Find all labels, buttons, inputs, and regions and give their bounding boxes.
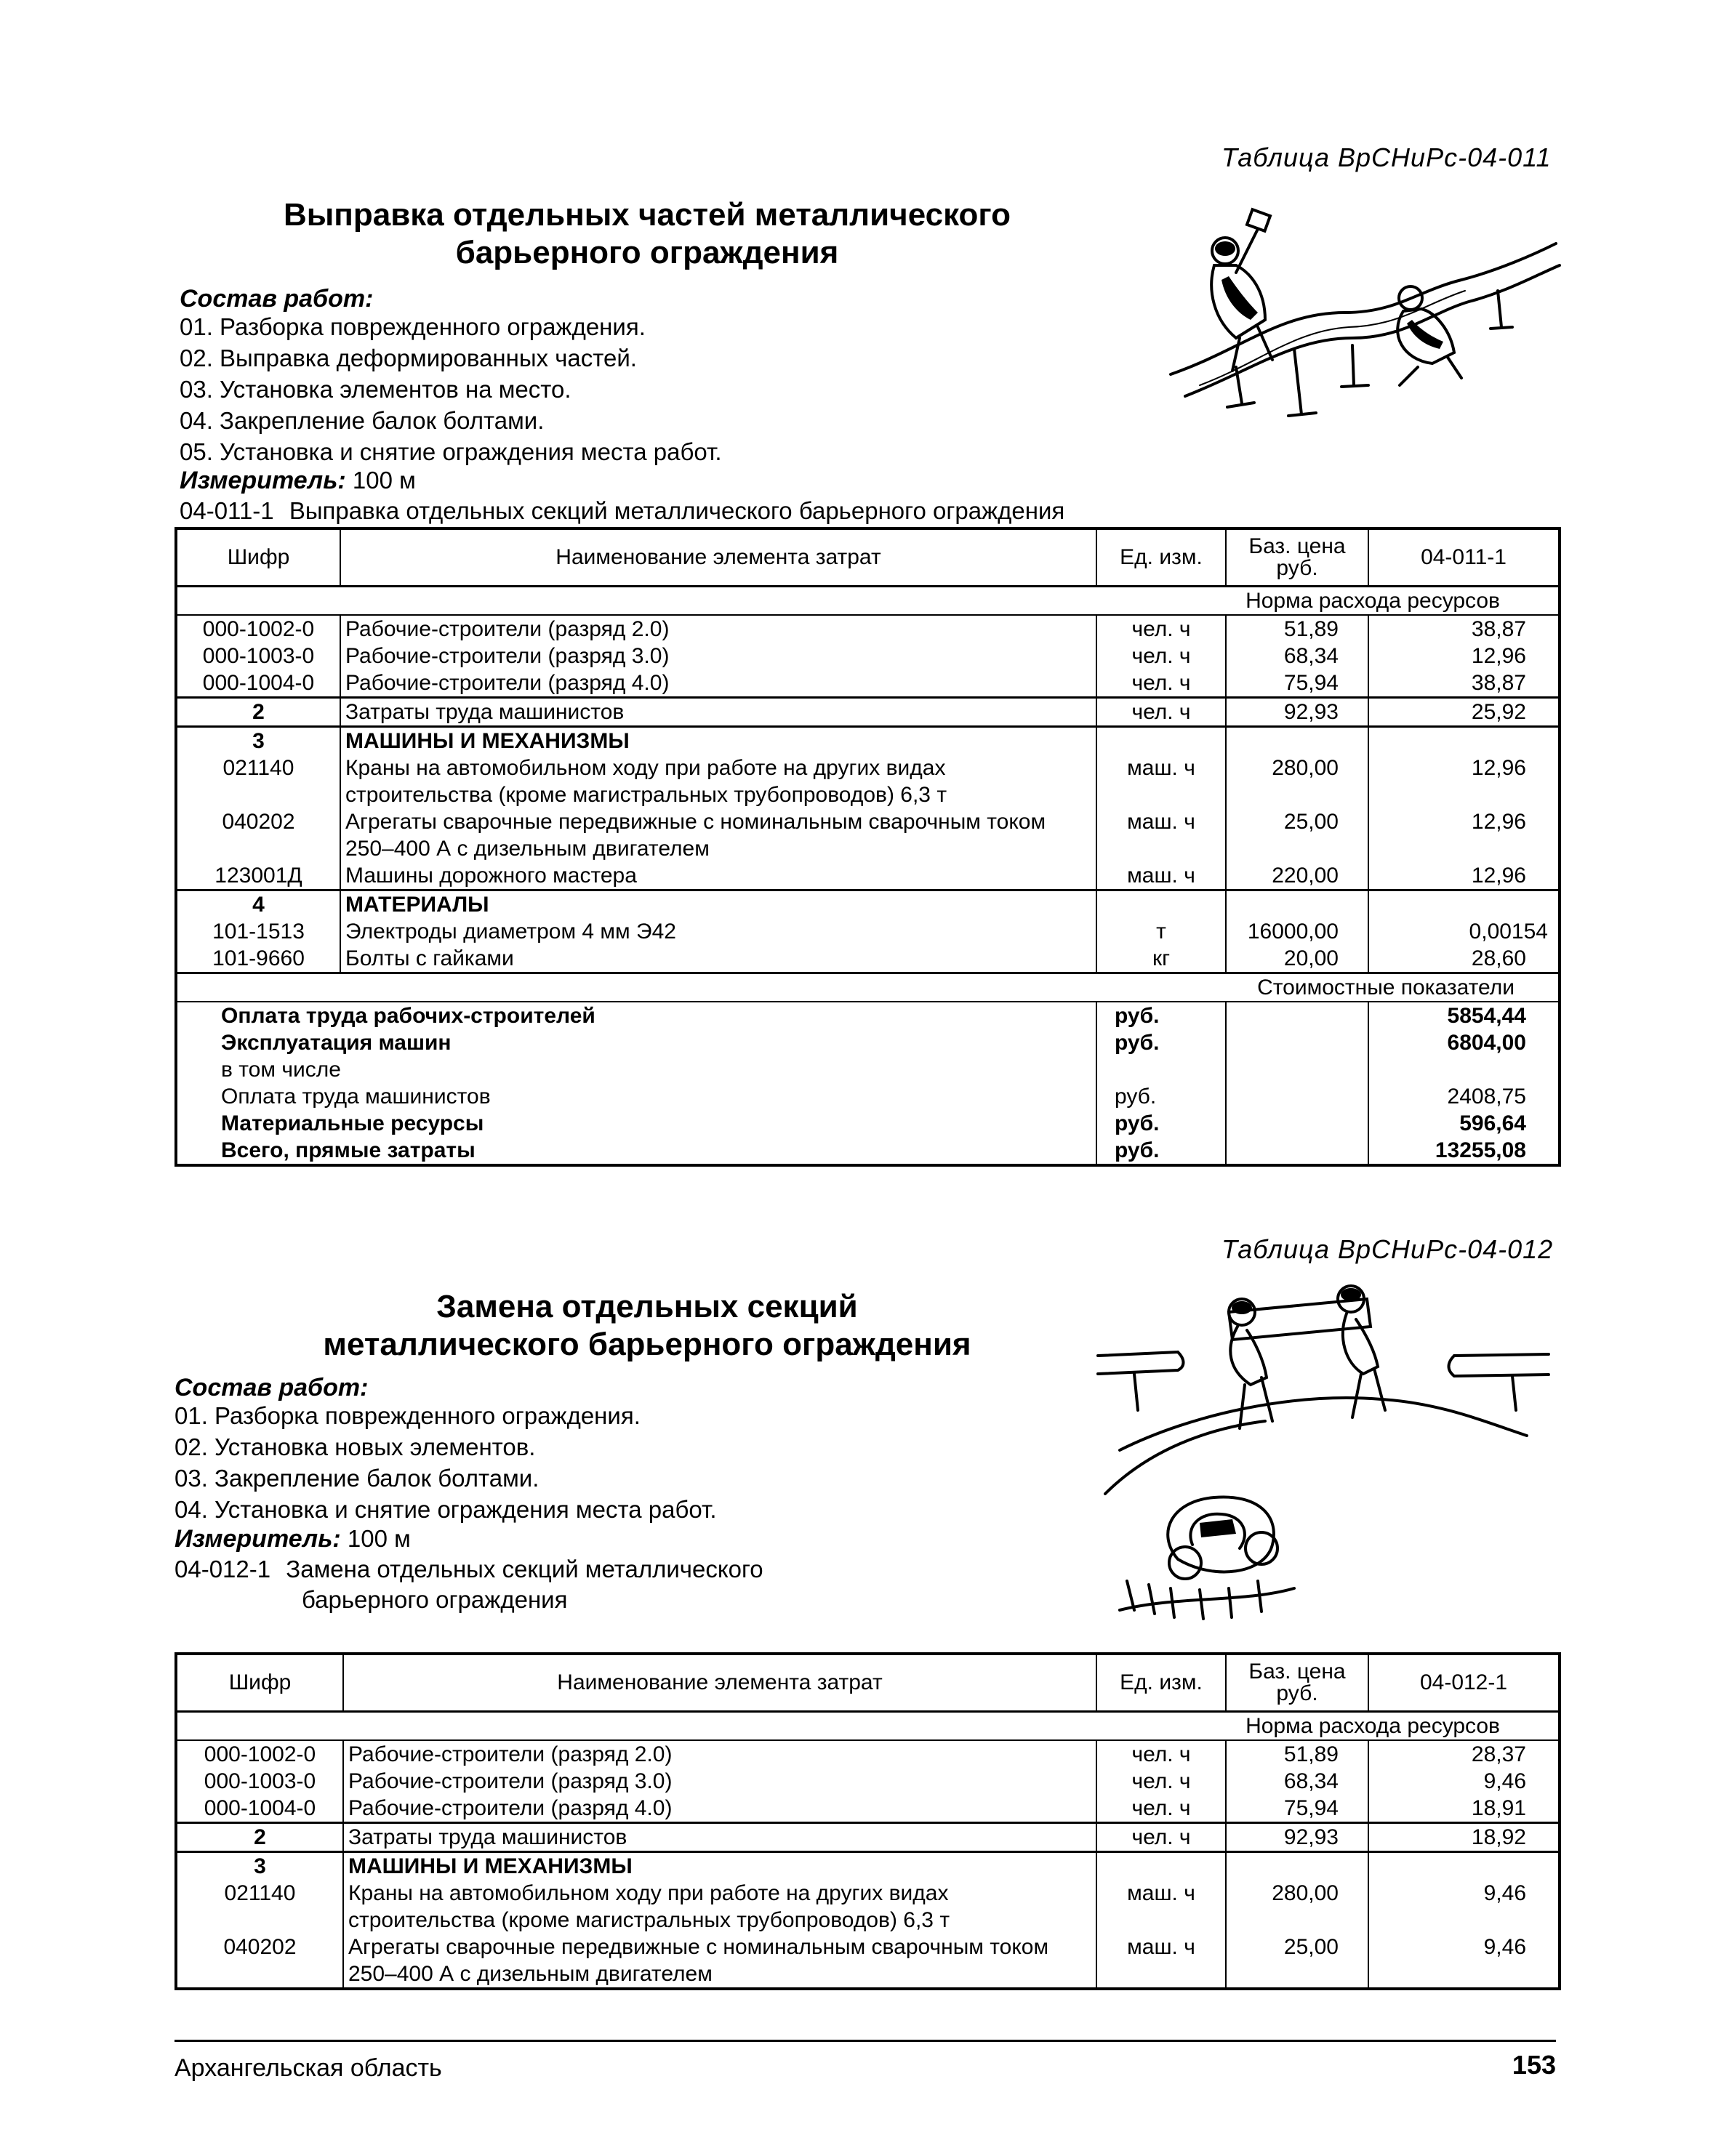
header-code: Шифр (176, 1654, 343, 1712)
row-price: 16000,00 (1226, 918, 1368, 945)
total-name: Эксплуатация машин (221, 1031, 452, 1055)
total-unit: руб. (1096, 1137, 1226, 1165)
section-title-line: барьерного ограждения (455, 235, 839, 270)
table-row (176, 669, 1560, 698)
works-list (180, 311, 1125, 467)
table-row (176, 918, 1560, 945)
row-price: 68,34 (1226, 1768, 1368, 1795)
row-name: МАТЕРИАЛЫ (340, 890, 1096, 919)
table-row (176, 862, 1560, 890)
works-label: Состав работ: (174, 1374, 369, 1401)
row-code: 000-1003-0 (176, 1768, 343, 1795)
row-value: 18,91 (1471, 1796, 1526, 1820)
works-item: 03. Закрепление балок болтами. (174, 1465, 539, 1492)
workers-fixing-barrier-illustration (1156, 204, 1563, 429)
row-price: 92,93 (1226, 1823, 1368, 1852)
total-unit: руб. (1096, 1083, 1226, 1110)
row-code: 3 (176, 727, 340, 755)
row-unit: маш. ч (1096, 755, 1226, 808)
header-norm-code: 04-011-1 (1368, 528, 1560, 587)
norm-label: Норма расхода ресурсов (176, 587, 1560, 616)
section-title (174, 1288, 1120, 1364)
row-value: 28,37 (1471, 1742, 1526, 1766)
total-row (176, 1002, 1560, 1029)
subtitle-text-continued: барьерного ограждения (302, 1586, 568, 1613)
footer-region: Архангельская область (174, 2054, 442, 2082)
table-row (176, 643, 1560, 669)
row-unit: чел. ч (1096, 698, 1226, 727)
subtitle-code: 04-011-1 (180, 497, 274, 524)
row-code: 3 (176, 1852, 343, 1881)
row-code: 000-1002-0 (176, 1740, 343, 1768)
header-norm-code: 04-012-1 (1368, 1654, 1560, 1712)
row-code: 040202 (176, 808, 340, 862)
row-unit: чел. ч (1096, 615, 1226, 643)
row-name: Рабочие-строители (разряд 2.0) (343, 1740, 1096, 1768)
total-value: 13255,08 (1435, 1138, 1526, 1162)
norm-header-row (176, 1712, 1560, 1741)
row-unit: маш. ч (1096, 1934, 1226, 1989)
row-unit: маш. ч (1096, 862, 1226, 890)
row-name: Затраты труда машинистов (343, 1823, 1096, 1852)
works-item: 05. Установка и снятие ограждения места работ. (180, 438, 722, 465)
row-unit: чел. ч (1096, 669, 1226, 698)
measure-label: Измеритель: (174, 1525, 341, 1553)
row-unit: чел. ч (1096, 1740, 1226, 1768)
row-value: 9,46 (1483, 1881, 1526, 1905)
row-name: Агрегаты сварочные передвижные с номинальным сварочным током 250–400 А с дизельным двигателем (340, 808, 1096, 862)
table-row (176, 1795, 1560, 1823)
table-number: Таблица ВрСНиРс-04-012 (1221, 1234, 1554, 1264)
row-value: 12,96 (1368, 862, 1560, 890)
table-row (176, 1934, 1560, 1989)
row-price: 51,89 (1226, 615, 1368, 643)
norm-label: Норма расхода ресурсов (176, 1712, 1560, 1741)
total-value: 596,64 (1459, 1111, 1526, 1135)
table-header (176, 1654, 1560, 1712)
works-label: Состав работ: (180, 285, 374, 313)
table-row (176, 1880, 1560, 1934)
works-item: 01. Разборка поврежденного ограждения. (174, 1402, 641, 1429)
total-unit: руб. (1096, 1110, 1226, 1137)
row-code: 040202 (176, 1934, 343, 1989)
row-value: 38,87 (1471, 617, 1526, 641)
row-name: Затраты труда машинистов (340, 698, 1096, 727)
table-row (176, 1852, 1560, 1881)
table-row (176, 808, 1560, 862)
works-item: 02. Установка новых элементов. (174, 1433, 536, 1460)
section-title-line: металлического барьерного ограждения (323, 1327, 971, 1362)
row-value: 25,92 (1368, 698, 1560, 727)
total-name: Всего, прямые затраты (221, 1138, 476, 1162)
header-price: Баз. цена руб. (1226, 528, 1368, 587)
row-value: 12,96 (1471, 810, 1526, 834)
table-row (176, 1740, 1560, 1768)
measure-value: 100 м (352, 467, 416, 494)
row-code: 000-1004-0 (176, 1795, 343, 1823)
row-price: 75,94 (1226, 669, 1368, 698)
row-code: 101-9660 (176, 945, 340, 973)
row-price: 220,00 (1226, 862, 1368, 890)
table-row (176, 615, 1560, 643)
footer-divider (174, 2040, 1556, 2042)
header-unit: Ед. изм. (1096, 528, 1226, 587)
works-item: 01. Разборка поврежденного ограждения. (180, 313, 646, 340)
works-item: 04. Установка и снятие ограждения места работ. (174, 1496, 717, 1523)
row-unit: т (1096, 918, 1226, 945)
row-name: МАШИНЫ И МЕХАНИЗМЫ (343, 1852, 1096, 1881)
row-code: 123001Д (176, 862, 340, 890)
measure-label: Измеритель: (180, 467, 346, 494)
row-code: 000-1004-0 (176, 669, 340, 698)
row-price: 25,00 (1226, 808, 1368, 862)
table-row (176, 698, 1560, 727)
table-number: Таблица ВрСНиРс-04-011 (1221, 142, 1552, 172)
subtitle-text: Выправка отдельных секций металлического барьерного ограждения (289, 497, 1065, 524)
header-price: Баз. цена руб. (1226, 1654, 1368, 1712)
resource-table (174, 527, 1561, 1167)
row-name: Рабочие-строители (разряд 3.0) (343, 1768, 1096, 1795)
table-header (176, 528, 1560, 587)
row-code: 000-1002-0 (176, 615, 340, 643)
row-value: 28,60 (1368, 945, 1560, 973)
row-code: 4 (176, 890, 340, 919)
row-name: Рабочие-строители (разряд 3.0) (340, 643, 1096, 669)
row-price: 280,00 (1226, 755, 1368, 808)
row-code: 2 (176, 1823, 343, 1852)
subtitle-text: Замена отдельных секций металлического (286, 1556, 763, 1582)
row-name: Рабочие-строители (разряд 4.0) (343, 1795, 1096, 1823)
works-list (174, 1400, 1120, 1525)
measure (180, 467, 416, 495)
row-name: Болты с гайками (340, 945, 1096, 973)
total-name: Материальные ресурсы (221, 1111, 484, 1135)
total-row (176, 1110, 1560, 1137)
row-name: Машины дорожного мастера (340, 862, 1096, 890)
norm-header-row (176, 587, 1560, 616)
measure (174, 1525, 411, 1553)
row-code: 021140 (176, 755, 340, 808)
row-price: 25,00 (1226, 1934, 1368, 1989)
table-subtitle (180, 497, 1064, 525)
works-item: 02. Выправка деформированных частей. (180, 345, 637, 371)
total-row (176, 1029, 1560, 1056)
row-unit: чел. ч (1096, 643, 1226, 669)
row-code: 101-1513 (176, 918, 340, 945)
table-row (176, 945, 1560, 973)
total-unit: руб. (1096, 1029, 1226, 1056)
total-name: Оплата труда машинистов (221, 1085, 491, 1109)
row-value: 9,46 (1483, 1769, 1526, 1793)
row-name: Рабочие-строители (разряд 2.0) (340, 615, 1096, 643)
row-value: 0,00154 (1469, 920, 1548, 944)
row-name: Электроды диаметром 4 мм Э42 (340, 918, 1096, 945)
row-value: 18,92 (1368, 1823, 1560, 1852)
row-name: Агрегаты сварочные передвижные с номинальным сварочным током 250–400 А с дизельным двигателем (343, 1934, 1096, 1989)
row-code: 021140 (176, 1880, 343, 1934)
total-value: 2408,75 (1447, 1085, 1526, 1109)
total-row (176, 1056, 1560, 1083)
resource-table (174, 1652, 1561, 1990)
total-unit: руб. (1096, 1002, 1226, 1029)
table-row (176, 1768, 1560, 1795)
total-name: Оплата труда рабочих-строителей (221, 1004, 595, 1028)
row-name: Рабочие-строители (разряд 4.0) (340, 669, 1096, 698)
row-value: 12,96 (1471, 756, 1526, 780)
section-title-line: Замена отдельных секций (436, 1289, 858, 1324)
subtitle-code: 04-012-1 (174, 1556, 271, 1582)
table-row (176, 1823, 1560, 1852)
workers-replacing-barrier-illustration (1076, 1283, 1556, 1625)
row-price: 51,89 (1226, 1740, 1368, 1768)
works-item: 03. Установка элементов на место. (180, 376, 571, 403)
total-name: в том числе (221, 1058, 341, 1082)
row-code: 2 (176, 698, 340, 727)
row-price: 92,93 (1226, 698, 1368, 727)
row-unit: чел. ч (1096, 1768, 1226, 1795)
works-item: 04. Закрепление балок болтами. (180, 407, 545, 434)
total-row (176, 1083, 1560, 1110)
cost-label: Стоимостные показатели (176, 973, 1560, 1002)
row-name: МАШИНЫ И МЕХАНИЗМЫ (340, 727, 1096, 755)
total-value: 5854,44 (1447, 1004, 1526, 1028)
row-value: 9,46 (1483, 1935, 1526, 1959)
header-unit: Ед. изм. (1096, 1654, 1226, 1712)
header-name: Наименование элемента затрат (343, 1654, 1096, 1712)
section-title (174, 196, 1120, 272)
header-name: Наименование элемента затрат (340, 528, 1096, 587)
row-price: 75,94 (1226, 1795, 1368, 1823)
row-price: 20,00 (1226, 945, 1368, 973)
row-code: 000-1003-0 (176, 643, 340, 669)
table-subtitle (174, 1556, 763, 1583)
row-name: Краны на автомобильном ходу при работе на других видах строительства (кроме магистральных трубопроводов) 6,3 т (343, 1880, 1096, 1934)
row-price: 68,34 (1226, 643, 1368, 669)
table-row (176, 755, 1560, 808)
row-unit: чел. ч (1096, 1823, 1226, 1852)
row-unit: кг (1096, 945, 1226, 973)
row-unit: маш. ч (1096, 1880, 1226, 1934)
row-unit: чел. ч (1096, 1795, 1226, 1823)
total-row (176, 1137, 1560, 1165)
row-unit: маш. ч (1096, 808, 1226, 862)
row-price: 280,00 (1226, 1880, 1368, 1934)
section-title-line: Выправка отдельных частей металлического (283, 197, 1011, 233)
row-value: 38,87 (1471, 671, 1526, 695)
cost-header-row (176, 973, 1560, 1002)
row-value: 12,96 (1471, 644, 1526, 668)
header-code: Шифр (176, 528, 340, 587)
table-row (176, 890, 1560, 919)
page-number: 153 (1512, 2050, 1556, 2080)
row-name: Краны на автомобильном ходу при работе на других видах строительства (кроме магистральных трубопроводов) 6,3 т (340, 755, 1096, 808)
total-value: 6804,00 (1447, 1031, 1526, 1055)
table-row (176, 727, 1560, 755)
measure-value: 100 м (347, 1525, 411, 1552)
